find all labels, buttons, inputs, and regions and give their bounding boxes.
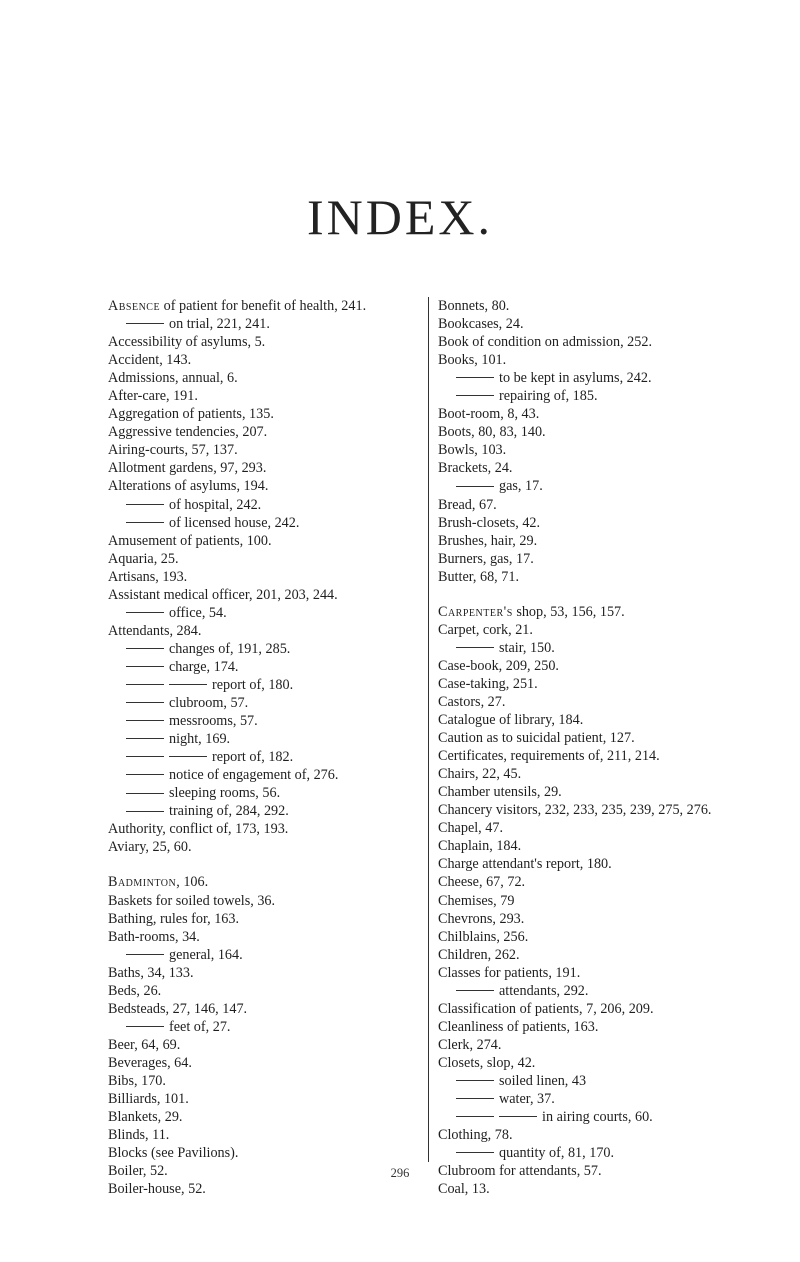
index-entry — [108, 423, 438, 441]
entry-text: notice of engagement of, 276. — [169, 767, 339, 784]
entry-text: Clerk, 274. — [438, 1036, 502, 1053]
ditto-dash — [126, 811, 164, 812]
index-entry — [438, 964, 768, 982]
entry-text: Coal, 13. — [438, 1181, 490, 1198]
entry-text: Blocks (see Pavilions). — [108, 1145, 239, 1162]
entry-text: Bibs, 170. — [108, 1072, 166, 1089]
index-entry — [108, 982, 438, 1000]
index-subentry — [108, 676, 438, 694]
entry-text: Admissions, annual, 6. — [108, 370, 238, 387]
ditto-dash — [126, 323, 164, 324]
index-subentry — [108, 514, 438, 532]
entry-text: Baskets for soiled towels, 36. — [108, 892, 276, 909]
entry-text: Certificates, requirements of, 211, 214. — [438, 748, 660, 765]
ditto-dash — [126, 666, 164, 667]
entry-text: Authority, conflict of, 173, 193. — [108, 821, 289, 838]
index-entry — [108, 910, 438, 928]
entry-text: Chamber utensils, 29. — [438, 784, 562, 801]
index-entry — [438, 928, 768, 946]
index-entry — [438, 819, 768, 837]
entry-text: Boiler-house, 52. — [108, 1181, 206, 1198]
index-entry — [438, 603, 768, 621]
entry-text: Bowls, 103. — [438, 442, 507, 459]
entry-text: Carpenter's shop, 53, 156, 157. — [438, 603, 625, 620]
index-entry — [108, 622, 438, 640]
entry-text: report of, 182. — [212, 749, 294, 766]
index-entry — [108, 1036, 438, 1054]
entry-text: Brackets, 24. — [438, 460, 513, 477]
entry-text: Alterations of asylums, 194. — [108, 478, 269, 495]
entry-text: Classification of patients, 7, 206, 209. — [438, 1000, 654, 1017]
page-number: 296 — [390, 1166, 410, 1180]
index-entry — [108, 550, 438, 568]
entry-text: training of, 284, 292. — [169, 803, 289, 820]
entry-text: Chancery visitors, 232, 233, 235, 239, 275, 276. — [438, 802, 712, 819]
entry-text: Aggregation of patients, 135. — [108, 406, 274, 423]
entry-text: Attendants, 284. — [108, 622, 202, 639]
index-subentry — [438, 387, 768, 405]
entry-text: Clothing, 78. — [438, 1127, 513, 1144]
entry-text: changes of, 191, 285. — [169, 640, 291, 657]
section-gap — [438, 586, 768, 603]
entry-text: Children, 262. — [438, 946, 520, 963]
index-entry — [438, 297, 768, 315]
index-entry — [108, 838, 438, 856]
index-entry — [108, 387, 438, 405]
index-entry — [108, 586, 438, 604]
entry-text: Beer, 64, 69. — [108, 1036, 181, 1053]
entry-text: Burners, gas, 17. — [438, 550, 534, 567]
index-entry — [108, 459, 438, 477]
index-entry — [108, 297, 438, 315]
column-divider — [428, 297, 429, 1162]
index-entry — [108, 477, 438, 495]
ditto-dash — [126, 684, 164, 685]
index-subentry — [108, 315, 438, 333]
index-entry — [108, 405, 438, 423]
index-entry — [438, 747, 768, 765]
index-entry — [108, 1090, 438, 1108]
entry-text: repairing of, 185. — [499, 388, 598, 405]
entry-text: Chairs, 22, 45. — [438, 766, 522, 783]
index-entry — [438, 459, 768, 477]
index-entry — [438, 1054, 768, 1072]
entry-text: in airing courts, 60. — [542, 1109, 653, 1126]
ditto-dash — [456, 377, 494, 378]
entry-text: Catalogue of library, 184. — [438, 712, 584, 729]
index-subentry — [108, 1018, 438, 1036]
index-entry — [108, 369, 438, 387]
ditto-dash — [169, 756, 207, 757]
entry-text: on trial, 221, 241. — [169, 316, 270, 333]
entry-text: Butter, 68, 71. — [438, 568, 520, 585]
index-entry — [438, 892, 768, 910]
index-entry — [438, 693, 768, 711]
entry-text: Assistant medical officer, 201, 203, 244. — [108, 586, 338, 603]
index-entry — [438, 441, 768, 459]
index-entry — [108, 873, 438, 891]
index-subentry — [108, 730, 438, 748]
ditto-dash — [126, 612, 164, 613]
entry-text: Bookcases, 24. — [438, 316, 524, 333]
entry-text: Bonnets, 80. — [438, 298, 510, 314]
index-entry — [108, 532, 438, 550]
entry-text: Beds, 26. — [108, 982, 162, 999]
entry-text: Blankets, 29. — [108, 1109, 183, 1126]
entry-text: Closets, slop, 42. — [438, 1054, 536, 1071]
index-subentry — [108, 658, 438, 676]
index-entry — [438, 711, 768, 729]
entry-text: general, 164. — [169, 946, 243, 963]
index-entry — [438, 910, 768, 928]
ditto-dash — [456, 1152, 494, 1153]
entry-text: quantity of, 81, 170. — [499, 1145, 615, 1162]
index-entry — [438, 621, 768, 639]
ditto-dash — [456, 486, 494, 487]
entry-text: Accident, 143. — [108, 352, 192, 369]
index-entry — [438, 801, 768, 819]
index-entry — [438, 855, 768, 873]
ditto-dash — [456, 647, 494, 648]
ditto-dash — [456, 1116, 494, 1117]
entry-text: Allotment gardens, 97, 293. — [108, 460, 267, 477]
entry-text: Clubroom for attendants, 57. — [438, 1163, 602, 1180]
index-entry — [108, 892, 438, 910]
entry-text: Case-book, 209, 250. — [438, 657, 559, 674]
index-entry — [108, 568, 438, 586]
index-column-right — [438, 297, 768, 1198]
ditto-dash — [126, 774, 164, 775]
index-entry — [438, 1180, 768, 1198]
index-entry — [108, 1126, 438, 1144]
index-entry — [438, 568, 768, 586]
ditto-dash — [169, 684, 207, 685]
index-entry — [438, 946, 768, 964]
index-subentry — [108, 946, 438, 964]
index-entry — [438, 514, 768, 532]
entry-text: Baths, 34, 133. — [108, 964, 194, 981]
entry-text: Castors, 27. — [438, 693, 506, 710]
index-subentry — [438, 1090, 768, 1108]
index-entry — [438, 1036, 768, 1054]
entry-text: Chilblains, 256. — [438, 928, 529, 945]
entry-text: of licensed house, 242. — [169, 514, 300, 531]
entry-text: Artisans, 193. — [108, 568, 188, 585]
ditto-dash — [456, 1080, 494, 1081]
index-entry — [108, 333, 438, 351]
index-subentry — [108, 640, 438, 658]
entry-text: Bedsteads, 27, 146, 147. — [108, 1000, 248, 1017]
entry-text: Bath-rooms, 34. — [108, 928, 200, 945]
entry-text: Beverages, 64. — [108, 1054, 192, 1071]
entry-text: night, 169. — [169, 731, 231, 748]
ditto-dash — [126, 702, 164, 703]
entry-text: sleeping rooms, 56. — [169, 785, 281, 802]
entry-text: Chapel, 47. — [438, 820, 504, 837]
entry-text: After-care, 191. — [108, 388, 198, 405]
entry-text: charge, 174. — [169, 658, 239, 675]
entry-text: Carpet, cork, 21. — [438, 621, 533, 638]
ditto-dash — [126, 756, 164, 757]
index-subentry — [438, 1144, 768, 1162]
entry-text: Accessibility of asylums, 5. — [108, 334, 266, 351]
index-subentry — [108, 496, 438, 514]
ditto-dash — [126, 954, 164, 955]
entry-text: to be kept in asylums, 242. — [499, 370, 652, 387]
index-entry — [438, 873, 768, 891]
entry-text: Aviary, 25, 60. — [108, 839, 192, 856]
index-entry — [438, 837, 768, 855]
ditto-dash — [456, 395, 494, 396]
page-title: INDEX. — [306, 189, 494, 245]
index-entry — [108, 1108, 438, 1126]
entry-text: Absence of patient for benefit of health, 241. — [108, 298, 367, 314]
entry-text: Airing-courts, 57, 137. — [108, 442, 238, 459]
index-entry — [438, 729, 768, 747]
entry-text: Billiards, 101. — [108, 1091, 189, 1108]
entry-text: Chemises, 79 — [438, 892, 515, 909]
entry-text: Bread, 67. — [438, 496, 497, 513]
entry-text: feet of, 27. — [169, 1018, 231, 1035]
entry-text: clubroom, 57. — [169, 695, 249, 712]
ditto-dash — [126, 648, 164, 649]
entry-text: office, 54. — [169, 604, 227, 621]
entry-text: Chaplain, 184. — [438, 838, 522, 855]
entry-text: Aquaria, 25. — [108, 550, 179, 567]
index-subentry — [438, 639, 768, 657]
entry-text: report of, 180. — [212, 676, 294, 693]
ditto-dash — [126, 738, 164, 739]
entry-text: Amusement of patients, 100. — [108, 532, 272, 549]
index-entry — [108, 1054, 438, 1072]
index-subentry — [438, 1072, 768, 1090]
entry-text: Badminton, 106. — [108, 874, 209, 891]
entry-text: Charge attendant's report, 180. — [438, 856, 612, 873]
entry-text: Boiler, 52. — [108, 1163, 168, 1180]
index-entry — [438, 1018, 768, 1036]
index-subentry — [438, 1108, 768, 1126]
index-subentry — [438, 369, 768, 387]
index-entry — [438, 532, 768, 550]
ditto-dash — [126, 720, 164, 721]
entry-text: attendants, 292. — [499, 982, 589, 999]
index-subentry — [108, 604, 438, 622]
entry-text: Cheese, 67, 72. — [438, 874, 526, 891]
ditto-dash — [456, 990, 494, 991]
index-subentry — [108, 748, 438, 766]
entry-text: stair, 150. — [499, 639, 555, 656]
entry-text: Blinds, 11. — [108, 1127, 170, 1144]
entry-text: Caution as to suicidal patient, 127. — [438, 730, 635, 747]
index-entry — [438, 657, 768, 675]
ditto-dash — [126, 504, 164, 505]
index-subentry — [108, 712, 438, 730]
index-entry — [108, 351, 438, 369]
entry-text: Boot-room, 8, 43. — [438, 406, 540, 423]
index-entry — [108, 1180, 438, 1198]
ditto-dash — [126, 1026, 164, 1027]
index-entry — [438, 675, 768, 693]
index-entry — [108, 1072, 438, 1090]
index-entry — [108, 820, 438, 838]
index-subentry — [108, 802, 438, 820]
entry-text: gas, 17. — [499, 478, 543, 495]
entry-text: Boots, 80, 83, 140. — [438, 424, 546, 441]
index-entry — [438, 1126, 768, 1144]
entry-text: messrooms, 57. — [169, 713, 258, 730]
index-entry — [438, 423, 768, 441]
index-entry — [438, 765, 768, 783]
ditto-dash — [126, 522, 164, 523]
index-entry — [438, 333, 768, 351]
entry-text: Cleanliness of patients, 163. — [438, 1018, 599, 1035]
index-entry — [438, 496, 768, 514]
ditto-dash — [126, 793, 164, 794]
entry-text: Aggressive tendencies, 207. — [108, 424, 268, 441]
entry-text: Chevrons, 293. — [438, 910, 525, 927]
entry-text: soiled linen, 43 — [499, 1072, 587, 1089]
ditto-dash — [456, 1098, 494, 1099]
index-entry — [108, 928, 438, 946]
ditto-dash — [499, 1116, 537, 1117]
index-subentry — [438, 477, 768, 495]
index-entry — [108, 964, 438, 982]
index-entry — [438, 783, 768, 801]
index-entry — [108, 1000, 438, 1018]
entry-text: water, 37. — [499, 1091, 555, 1108]
index-entry — [438, 405, 768, 423]
index-entry — [438, 1000, 768, 1018]
index-entry — [108, 1144, 438, 1162]
index-subentry — [108, 784, 438, 802]
entry-text: of hospital, 242. — [169, 496, 262, 513]
index-column-left — [108, 297, 438, 1198]
index-subentry — [108, 766, 438, 784]
index-entry — [108, 441, 438, 459]
entry-text: Brush-closets, 42. — [438, 514, 541, 531]
entry-text: Case-taking, 251. — [438, 675, 538, 692]
section-gap — [108, 856, 438, 873]
index-entry — [438, 351, 768, 369]
entry-text: Classes for patients, 191. — [438, 964, 581, 981]
index-subentry — [438, 982, 768, 1000]
entry-text: Bathing, rules for, 163. — [108, 910, 240, 927]
index-entry — [438, 550, 768, 568]
index-entry — [438, 315, 768, 333]
entry-text: Book of condition on admission, 252. — [438, 334, 652, 351]
entry-text: Books, 101. — [438, 352, 507, 369]
index-subentry — [108, 694, 438, 712]
entry-text: Brushes, hair, 29. — [438, 532, 538, 549]
